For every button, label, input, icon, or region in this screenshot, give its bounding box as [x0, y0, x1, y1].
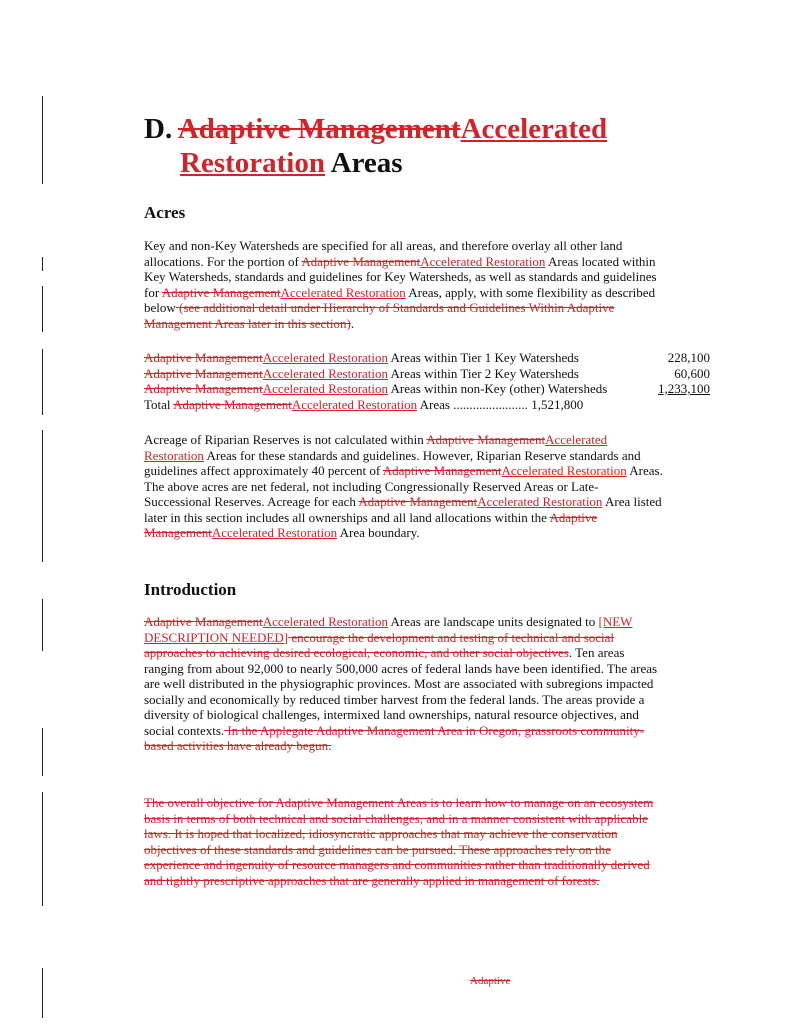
change-bar: [42, 286, 43, 332]
acre-value: 1,233,100: [658, 381, 710, 396]
acreage-table: [144, 350, 714, 412]
inserted-text: Accelerated Restoration: [477, 494, 603, 509]
inserted-text: Accelerated Restoration: [262, 365, 389, 381]
table-row: Adaptive ManagementAccelerated Restoration Areas within non-Key (other) Watersheds 1,233,100: [144, 381, 710, 396]
change-bar: [42, 599, 43, 651]
deleted-text: Adaptive Management: [144, 381, 263, 396]
table-row: Adaptive ManagementAccelerated Restoration Areas within Tier 2 Key Watersheds 60,600: [144, 365, 710, 381]
deleted-text: Adaptive Management: [161, 284, 281, 300]
deleted-paragraph: [144, 795, 664, 888]
total-value: 1,521,800: [531, 396, 584, 412]
inserted-text: [NEW DESCRIPTION NEEDED]: [144, 614, 633, 645]
deleted-text: Adaptive Management: [358, 494, 478, 509]
inserted-text: Accelerated Restoration: [280, 284, 406, 300]
deleted-text: In the Applegate Adaptive Management Area in Oregon, grassroots community-based activities have already begun.: [144, 722, 645, 753]
inserted-text: Accelerated Restoration: [211, 525, 338, 540]
change-bar: [42, 430, 43, 562]
inserted-text: Accelerated Restoration: [291, 396, 418, 412]
table-row-total: Total Adaptive ManagementAccelerated Restoration Areas ....................... 1,521,800: [144, 396, 584, 412]
deleted-text: The overall objective for Adaptive Management Areas is to learn how to manage on an ecosystem basis in terms of both technical and social challenges, and in a manner consistent with applicable laws. It is hoped that localized, idiosyncratic approaches that may achieve the conservation objectives of these standards and guidelines can be pursued. These approaches rely on the experience and ingenuity of resource managers and communities rather than traditionally derived and tightly prescriptive approaches that are generally applied in management of forests.: [144, 795, 654, 888]
riparian-paragraph: Acreage of Riparian Reserves is not calculated within Adaptive ManagementAccelerated Restoration Areas for these standards and guidelines. However, Riparian Reserve standards and guidelines affect approximately 40 percent of Adaptive ManagementAccelerated Restoration Areas. The above acres are net federal, not including Congressionally Reserved Areas or Late-Successional Reserves. Acreage for each Adaptive ManagementAccelerated Restoration Area listed later in this section includes all ownerships and all land allocations within the Adaptive ManagementAccelerated Restoration Area boundary.: [144, 432, 663, 540]
deleted-text: Adaptive Management: [144, 509, 598, 540]
acres-paragraph: Key and non-Key Watersheds are specified for all areas, and therefore overlay all other land allocations. For the portion of Adaptive ManagementAccelerated Restoration Areas located within Key Watersheds, standards and guidelines for Key Watersheds, as well as standards and guidelines for Adaptive ManagementAccelerated Restoration Areas, apply, with some flexibility as described below (see additional detail under Hierarchy of Standards and Guidelines Within Adaptive Management Areas later in this section).: [144, 238, 657, 331]
deleted-text: Adaptive Management: [177, 113, 461, 145]
deleted-text: Adaptive: [470, 975, 511, 987]
change-bar: [42, 968, 43, 1018]
deleted-text: Adaptive Management: [144, 350, 263, 365]
acre-value: 60,600: [674, 365, 710, 381]
deleted-text: (see additional detail under Hierarchy of Standards and Guidelines Within Adaptive Management Areas later in this section): [144, 300, 615, 331]
introduction-paragraph: Adaptive ManagementAccelerated Restoration Areas are landscape units designated to [NEW DESCRIPTION NEEDED] encourage the development and testing of technical and social approaches to achieving desired ecological, economic, and other social objectives. Ten areas ranging from about 92,000 to nearly 500,000 acres of federal lands have been identified. The areas are well distributed in the physiographic provinces. Most are associated with subregions impacted socially and economically by reduced timber harvest from the federal lands. The areas provide a diversity of biological challenges, intermixed land ownerships, natural resource objectives, and social contexts. In the Applegate Adaptive Management Area in Oregon, grassroots community-based activities have already begun.: [144, 614, 658, 753]
change-bar: [42, 257, 43, 271]
table-row: Adaptive ManagementAccelerated Restoration Areas within Tier 1 Key Watersheds 228,100: [144, 350, 710, 365]
deleted-text: Adaptive Management: [301, 253, 421, 269]
deleted-text: Adaptive Management: [144, 365, 263, 381]
inserted-text: Restoration: [180, 147, 325, 179]
deleted-text: Adaptive Management: [426, 432, 546, 447]
footer-text: [470, 975, 510, 987]
inserted-text: Accelerated Restoration: [262, 614, 389, 629]
acre-value: 228,100: [667, 350, 710, 365]
change-bar: [42, 349, 43, 415]
page-title: D. Adaptive ManagementAccelerated Restoration Areas: [144, 113, 608, 179]
section-heading-introduction: Introduction: [144, 580, 237, 599]
inserted-text: Accelerated Restoration: [420, 253, 546, 269]
deleted-text: Adaptive Management: [144, 614, 263, 629]
section-heading-acres: Acres: [144, 203, 186, 222]
inserted-text: Accelerated Restoration: [262, 350, 389, 365]
inserted-text: Accelerated Restoration: [501, 463, 627, 478]
inserted-text: Accelerated: [460, 113, 608, 145]
deleted-text: Adaptive Management: [173, 396, 292, 412]
deleted-text: Adaptive Management: [382, 463, 502, 478]
change-bar: [42, 96, 43, 184]
inserted-text: Accelerated Restoration: [262, 381, 389, 396]
change-bar: [42, 728, 43, 776]
inserted-text: Accelerated Restoration: [144, 432, 608, 463]
change-bar: [42, 792, 43, 906]
deleted-text: encourage the development and testing of technical and social approaches to achieving desired ecological, economic, and other social objectives: [144, 629, 615, 660]
